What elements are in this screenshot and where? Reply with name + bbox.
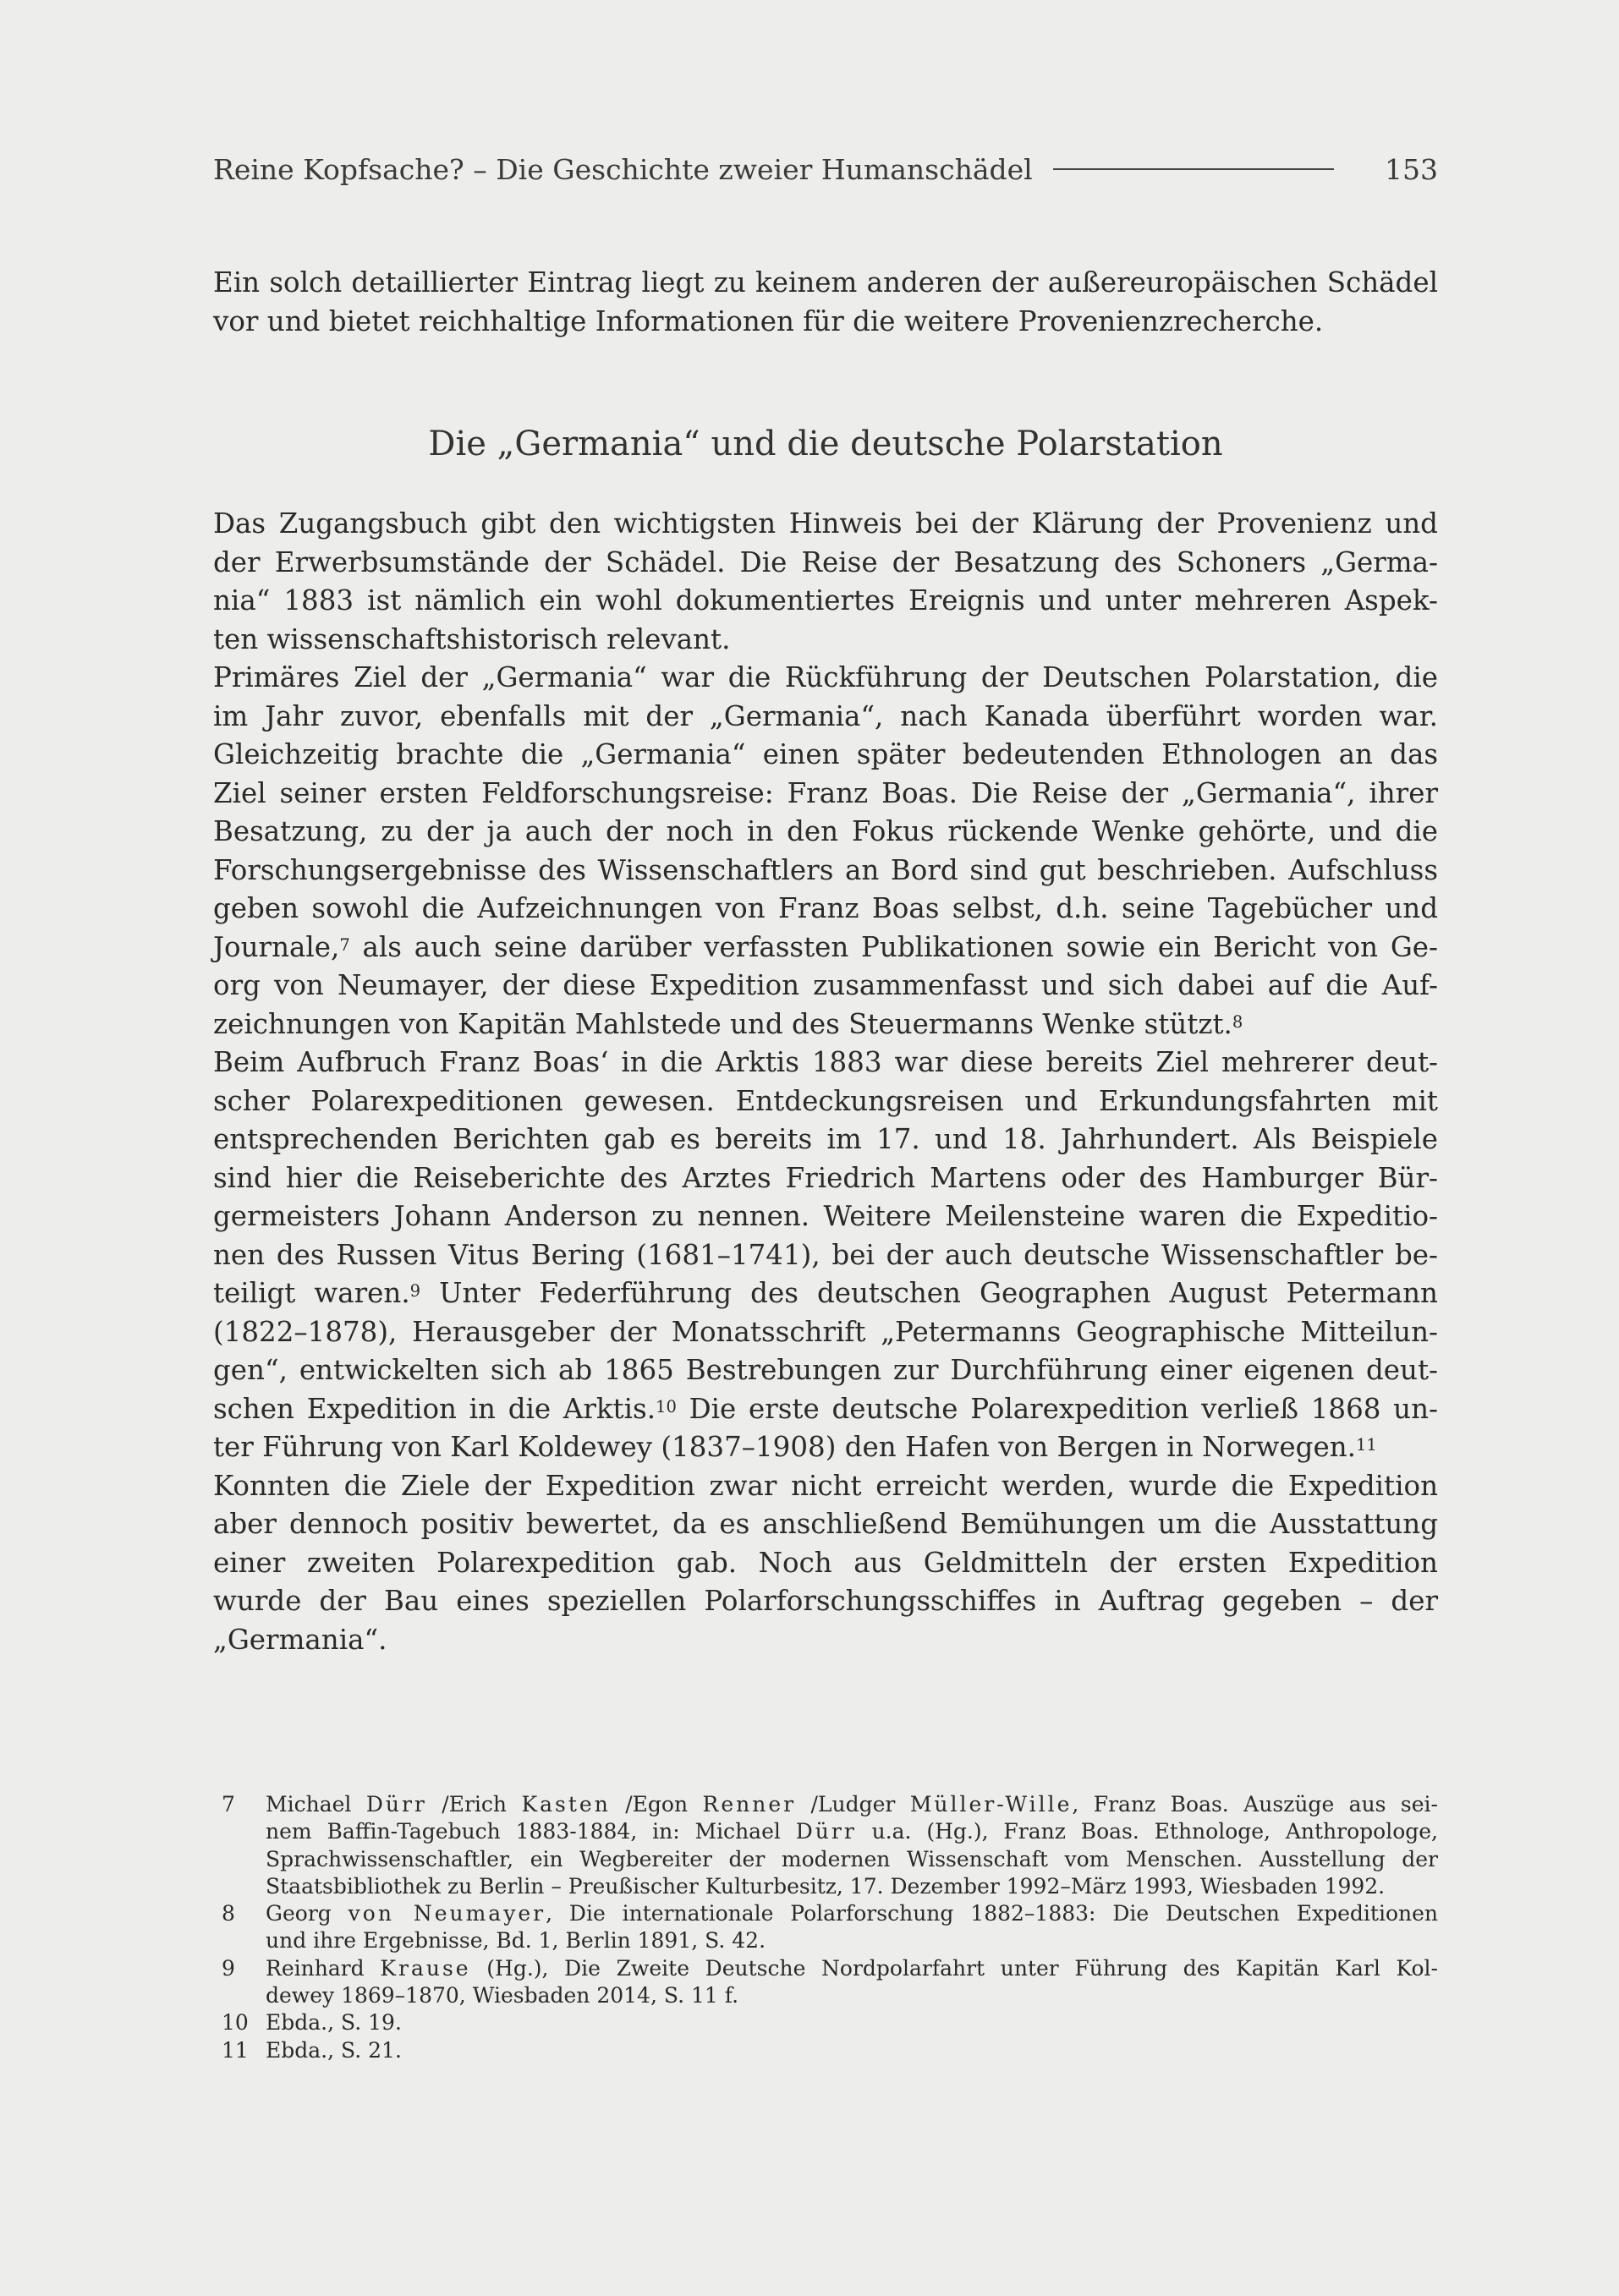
text-run: teiligt waren. xyxy=(213,1277,410,1309)
author-name: Krause xyxy=(380,1955,471,1981)
footnote-ref[interactable]: 7 xyxy=(339,934,350,955)
footnote-line xyxy=(266,1846,1438,1873)
text-run: Sprachwissenschaftler, ein Wegbereiter der modernen Wissenschaft vom Menschen. Ausstellung der xyxy=(266,1846,1438,1871)
text-run: Beim Aufbruch Franz Boas‘ in die Arktis 1883 war diese bereits Ziel mehrerer deut- xyxy=(213,1046,1438,1078)
footnote-line xyxy=(266,1982,1438,2009)
footnote-text xyxy=(266,1791,1438,1900)
page-number: 153 xyxy=(1385,152,1438,186)
text-line: Ein solch detaillierter Eintrag liegt zu keinem anderen der außereuropäischen Schädel xyxy=(213,266,1438,299)
text-run: scher Polarexpeditionen gewesen. Entdeckungsreisen und Erkundungsfahrten mit xyxy=(213,1084,1438,1117)
footnote-line xyxy=(266,1818,1438,1845)
footnote-number: 11 xyxy=(222,2037,249,2063)
author-name: Dürr xyxy=(795,1819,857,1844)
text-run: geben sowohl die Aufzeichnungen von Franz Boas selbst, d.h. seine Tagebücher und xyxy=(213,892,1438,924)
text-run: Primäres Ziel der „Germania“ war die Rückführung der Deutschen Polarstation, die xyxy=(213,661,1438,693)
footnote xyxy=(222,1791,1438,1900)
text-line xyxy=(213,1351,1438,1390)
footnote-line xyxy=(266,1791,1438,1818)
running-title: Reine Kopfsache? – Die Geschichte zweier Humanschädel xyxy=(213,152,1033,186)
footnote-ref[interactable]: 8 xyxy=(1232,1011,1243,1032)
text-line xyxy=(213,1621,1438,1660)
footnote-ref[interactable]: 9 xyxy=(409,1281,421,1301)
text-run: im Jahr zuvor, ebenfalls mit der „Germania“, nach Kanada überführt worden war. xyxy=(213,699,1438,732)
text-run: Forschungsergebnisse des Wissenschaftlers an Bord sind gut beschrieben. Aufschluss xyxy=(213,853,1438,886)
footnote xyxy=(222,2009,1438,2036)
text-line xyxy=(213,1197,1438,1236)
text-line xyxy=(213,1236,1438,1275)
author-name: Kasten xyxy=(521,1792,611,1817)
running-header xyxy=(213,147,1438,191)
text-run: , Franz Boas. Auszüge aus sei- xyxy=(1072,1792,1438,1817)
footnote-ref[interactable]: 10 xyxy=(656,1396,677,1417)
text-line xyxy=(213,659,1438,698)
text-line xyxy=(213,582,1438,621)
text-run: aber dennoch positiv bewertet, da es anschließend Bemühungen um die Ausstattung xyxy=(213,1508,1438,1540)
text-run: ter Führung von Karl Koldewey (1837–1908) den Hafen von Bergen in Norwegen. xyxy=(213,1431,1356,1463)
text-run: Konnten die Ziele der Expedition zwar nicht erreicht werden, wurde die Expedition xyxy=(213,1469,1438,1502)
text-run: Michael xyxy=(266,1792,366,1817)
body-text xyxy=(213,505,1438,1659)
text-run: nem Baffin-Tagebuch 1883-1884, in: Michael xyxy=(266,1819,796,1844)
text-line xyxy=(213,1121,1438,1159)
text-line xyxy=(213,1006,1438,1044)
text-run: Ziel seiner ersten Feldforschungsreise: Franz Boas. Die Reise der „Germania“, ihrer xyxy=(213,776,1438,809)
text-line xyxy=(213,1274,1438,1313)
header-rule xyxy=(1053,168,1334,170)
footnote xyxy=(222,2037,1438,2064)
text-run: /Ludger xyxy=(796,1792,910,1817)
footnote-line xyxy=(266,2009,1438,2036)
text-line xyxy=(213,1082,1438,1121)
text-line xyxy=(213,621,1438,660)
text-run: Besatzung, zu der ja auch der noch in den Fokus rückende Wenke gehörte, und die xyxy=(213,815,1438,847)
text-line xyxy=(213,890,1438,929)
text-line xyxy=(213,1544,1438,1583)
text-run: nen des Russen Vitus Bering (1681–1741), bei der auch deutsche Wissenschaftler be- xyxy=(213,1238,1438,1271)
text-line xyxy=(213,1390,1438,1429)
text-line xyxy=(213,505,1438,544)
text-run: sind hier die Reiseberichte des Arztes Friedrich Martens oder des Hamburger Bür- xyxy=(213,1161,1438,1194)
text-line xyxy=(213,1044,1438,1082)
text-run: /Erich xyxy=(426,1792,522,1817)
footnote-ref[interactable]: 11 xyxy=(1355,1435,1377,1455)
text-line xyxy=(213,775,1438,814)
author-name: von Neumayer xyxy=(348,1901,546,1926)
text-run: , Die internationale Polarforschung 1882–1883: Die Deutschen Expeditionen xyxy=(546,1901,1438,1926)
text-line xyxy=(213,1159,1438,1198)
text-line xyxy=(213,852,1438,890)
text-line xyxy=(213,1505,1438,1544)
text-run: einer zweiten Polarexpedition gab. Noch aus Geldmitteln der ersten Expedition xyxy=(213,1546,1438,1579)
text-run: und ihre Ergebnisse, Bd. 1, Berlin 1891, S. 42. xyxy=(266,1928,766,1954)
text-run: Die erste deutsche Polarexpedition verließ 1868 un- xyxy=(676,1392,1438,1425)
footnote-number: 10 xyxy=(222,2010,249,2036)
text-line xyxy=(213,736,1438,775)
footnote-text xyxy=(266,1955,1438,2010)
text-run: nia“ 1883 ist nämlich ein wohl dokumentiertes Ereignis und unter mehreren Aspek- xyxy=(213,584,1438,616)
intro-paragraph xyxy=(213,264,1438,341)
text-run: org von Neumayer, der diese Expedition zusammenfasst und sich dabei auf die Auf- xyxy=(213,969,1438,1001)
text-run: dewey 1869–1870, Wiesbaden 2014, S. 11 f. xyxy=(266,1983,739,2008)
author-name: Müller-Wille xyxy=(909,1792,1073,1817)
footnote-number: 7 xyxy=(222,1792,235,1817)
text-run: „Germania“. xyxy=(213,1623,387,1656)
text-run: als auch seine darüber verfassten Publikationen sowie ein Bericht von Ge- xyxy=(349,930,1438,963)
section-heading: Die „Germania“ und die deutsche Polarstation xyxy=(428,425,1223,463)
text-line xyxy=(213,1313,1438,1352)
footnote xyxy=(222,1900,1438,1955)
footnote-line xyxy=(266,1955,1438,1982)
footnote-line xyxy=(266,2037,1438,2064)
text-run: schen Expedition in die Arktis. xyxy=(213,1392,656,1425)
text-run: (Hg.), Die Zweite Deutsche Nordpolarfahrt unter Führung des Kapitän Karl Kol- xyxy=(470,1955,1438,1981)
text-run: Gleichzeitig brachte die „Germania“ einen später bedeutenden Ethnologen an das xyxy=(213,738,1438,770)
text-run: (1822–1878), Herausgeber der Monatsschrift „Petermanns Geographische Mitteilun- xyxy=(213,1315,1438,1348)
footnote-line xyxy=(266,1873,1438,1900)
footnotes xyxy=(222,1791,1438,2064)
text-run: wurde der Bau eines speziellen Polarforschungsschiffes in Auftrag gegeben – der xyxy=(213,1585,1438,1617)
text-run: Staatsbibliothek zu Berlin – Preußischer Kulturbesitz, 17. Dezember 1992–März 1993, Wiesbaden 1992. xyxy=(266,1873,1386,1899)
text-run: Ebda., S. 21. xyxy=(266,2037,402,2063)
footnote-text xyxy=(266,2037,1438,2064)
text-line xyxy=(213,1582,1438,1621)
footnote-line xyxy=(266,1900,1438,1927)
text-line xyxy=(213,1467,1438,1506)
text-line xyxy=(213,929,1438,967)
footnote-text xyxy=(266,1900,1438,1955)
footnote-number: 8 xyxy=(222,1901,235,1926)
text-run: zeichnungen von Kapitän Mahlstede und des Steuermanns Wenke stützt. xyxy=(213,1007,1232,1040)
text-run: germeisters Johann Anderson zu nennen. Weitere Meilensteine waren die Expeditio- xyxy=(213,1200,1438,1232)
text-run: ten wissenschaftshistorisch relevant. xyxy=(213,622,731,655)
text-line xyxy=(213,698,1438,737)
footnote xyxy=(222,1955,1438,2010)
text-line xyxy=(213,1428,1438,1467)
text-run: Ebda., S. 19. xyxy=(266,2010,402,2036)
author-name: Dürr xyxy=(365,1792,427,1817)
text-run: der Erwerbsumstände der Schädel. Die Reise der Besatzung des Schoners „Germa- xyxy=(213,545,1438,578)
text-run: Reinhard xyxy=(266,1955,381,1981)
text-run: u.a. (Hg.), Franz Boas. Ethnologe, Anthropologe, xyxy=(856,1819,1438,1844)
text-run: gen“, entwickelten sich ab 1865 Bestrebungen zur Durchführung einer eigenen deut- xyxy=(213,1354,1438,1386)
text-run: entsprechenden Berichten gab es bereits im 17. und 18. Jahrhundert. Als Beispiele xyxy=(213,1123,1438,1155)
footnote-line xyxy=(266,1927,1438,1954)
text-run: Georg xyxy=(266,1901,348,1926)
text-line: vor und bietet reichhaltige Informationen für die weitere Provenienzrecherche. xyxy=(213,304,1324,337)
text-run: Das Zugangsbuch gibt den wichtigsten Hinweis bei der Klärung der Provenienz und xyxy=(213,507,1438,540)
footnote-number: 9 xyxy=(222,1955,235,1981)
author-name: Renner xyxy=(702,1792,797,1817)
text-line xyxy=(213,813,1438,852)
footnote-text xyxy=(266,2009,1438,2036)
text-line xyxy=(213,544,1438,583)
text-run: Journale, xyxy=(213,930,340,963)
text-run: /Egon xyxy=(610,1792,703,1817)
text-run: Unter Federführung des deutschen Geographen August Petermann xyxy=(420,1277,1438,1309)
text-line xyxy=(213,967,1438,1006)
